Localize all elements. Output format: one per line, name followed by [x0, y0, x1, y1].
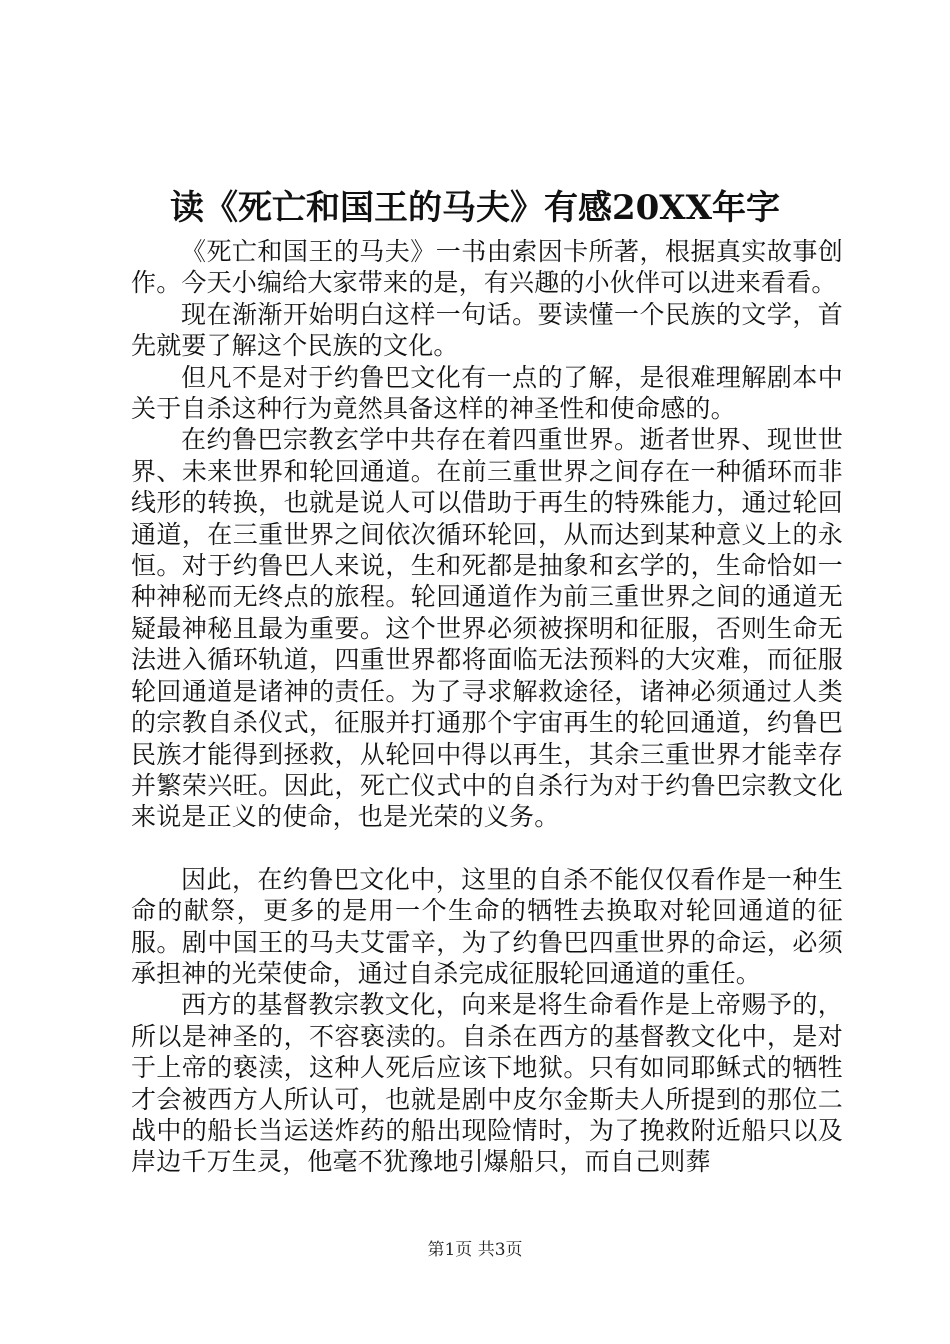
paragraph-intro: 《死亡和国王的马夫》一书由索因卡所著，根据真实故事创作。今天小编给大家带来的是，有兴趣的小伙伴可以进来看看。	[131, 237, 843, 298]
paragraph-sacrifice: 因此，在约鲁巴文化中，这里的自杀不能仅仅看作是一种生命的献祭，更多的是用一个生命的牺牲去换取对轮回通道的征服。剧中国王的马夫艾雷辛，为了约鲁巴四重世界的命运，必须承担神的光荣使命，通过自杀完成征服轮回通道的重任。	[131, 864, 843, 988]
paragraph-four-worlds: 在约鲁巴宗教玄学中共存在着四重世界。逝者世界、现世世界、未来世界和轮回通道。在前三重世界之间存在一种循环而非线形的转换，也就是说人可以借助于再生的特殊能力，通过轮回通道，在三重世界之间依次循环轮回，从而达到某种意义上的永恒。对于约鲁巴人来说，生和死都是抽象和玄学的，生命恰如一种神秘而无终点的旅程。轮回通道作为前三重世界之间的通道无疑最神秘且最为重要。这个世界必须被探明和征服，否则生命无法进入循环轨道，四重世界都将面临无法预料的大灾难，而征服轮回通道是诸神的责任。为了寻求解救途径，诸神必须通过人类的宗教自杀仪式，征服并打通那个宇宙再生的轮回通道，约鲁巴民族才能得到拯救，从轮回中得以再生，其余三重世界才能幸存并繁荣兴旺。因此，死亡仪式中的自杀行为对于约鲁巴宗教文化来说是正义的使命，也是光荣的义务。	[131, 425, 843, 832]
document-title: 读《死亡和国王的马夫》有感20XX年字	[169, 188, 781, 228]
paragraph-yoruba-culture: 但凡不是对于约鲁巴文化有一点的了解，是很难理解剧本中关于自杀这种行为竟然具备这样的神圣性和使命感的。	[131, 362, 843, 424]
paragraph-western-culture: 西方的基督教宗教文化，向来是将生命看作是上帝赐予的，所以是神圣的，不容亵渎的。自杀在西方的基督教文化中，是对于上帝的亵渎，这种人死后应该下地狱。只有如同耶稣式的牺牲才会被西方人所认可，也就是剧中皮尔金斯夫人所提到的那位二战中的船长当运送炸药的船出现险情时，为了挽救附近船只以及岸边千万生灵，他毫不犹豫地引爆船只，而自己则葬	[131, 990, 843, 1177]
page-footer: 第1页 共3页	[427, 1240, 523, 1260]
paragraph-understanding: 现在渐渐开始明白这样一句话。要读懂一个民族的文学，首先就要了解这个民族的文化。	[131, 299, 843, 361]
document-body	[131, 236, 843, 1178]
